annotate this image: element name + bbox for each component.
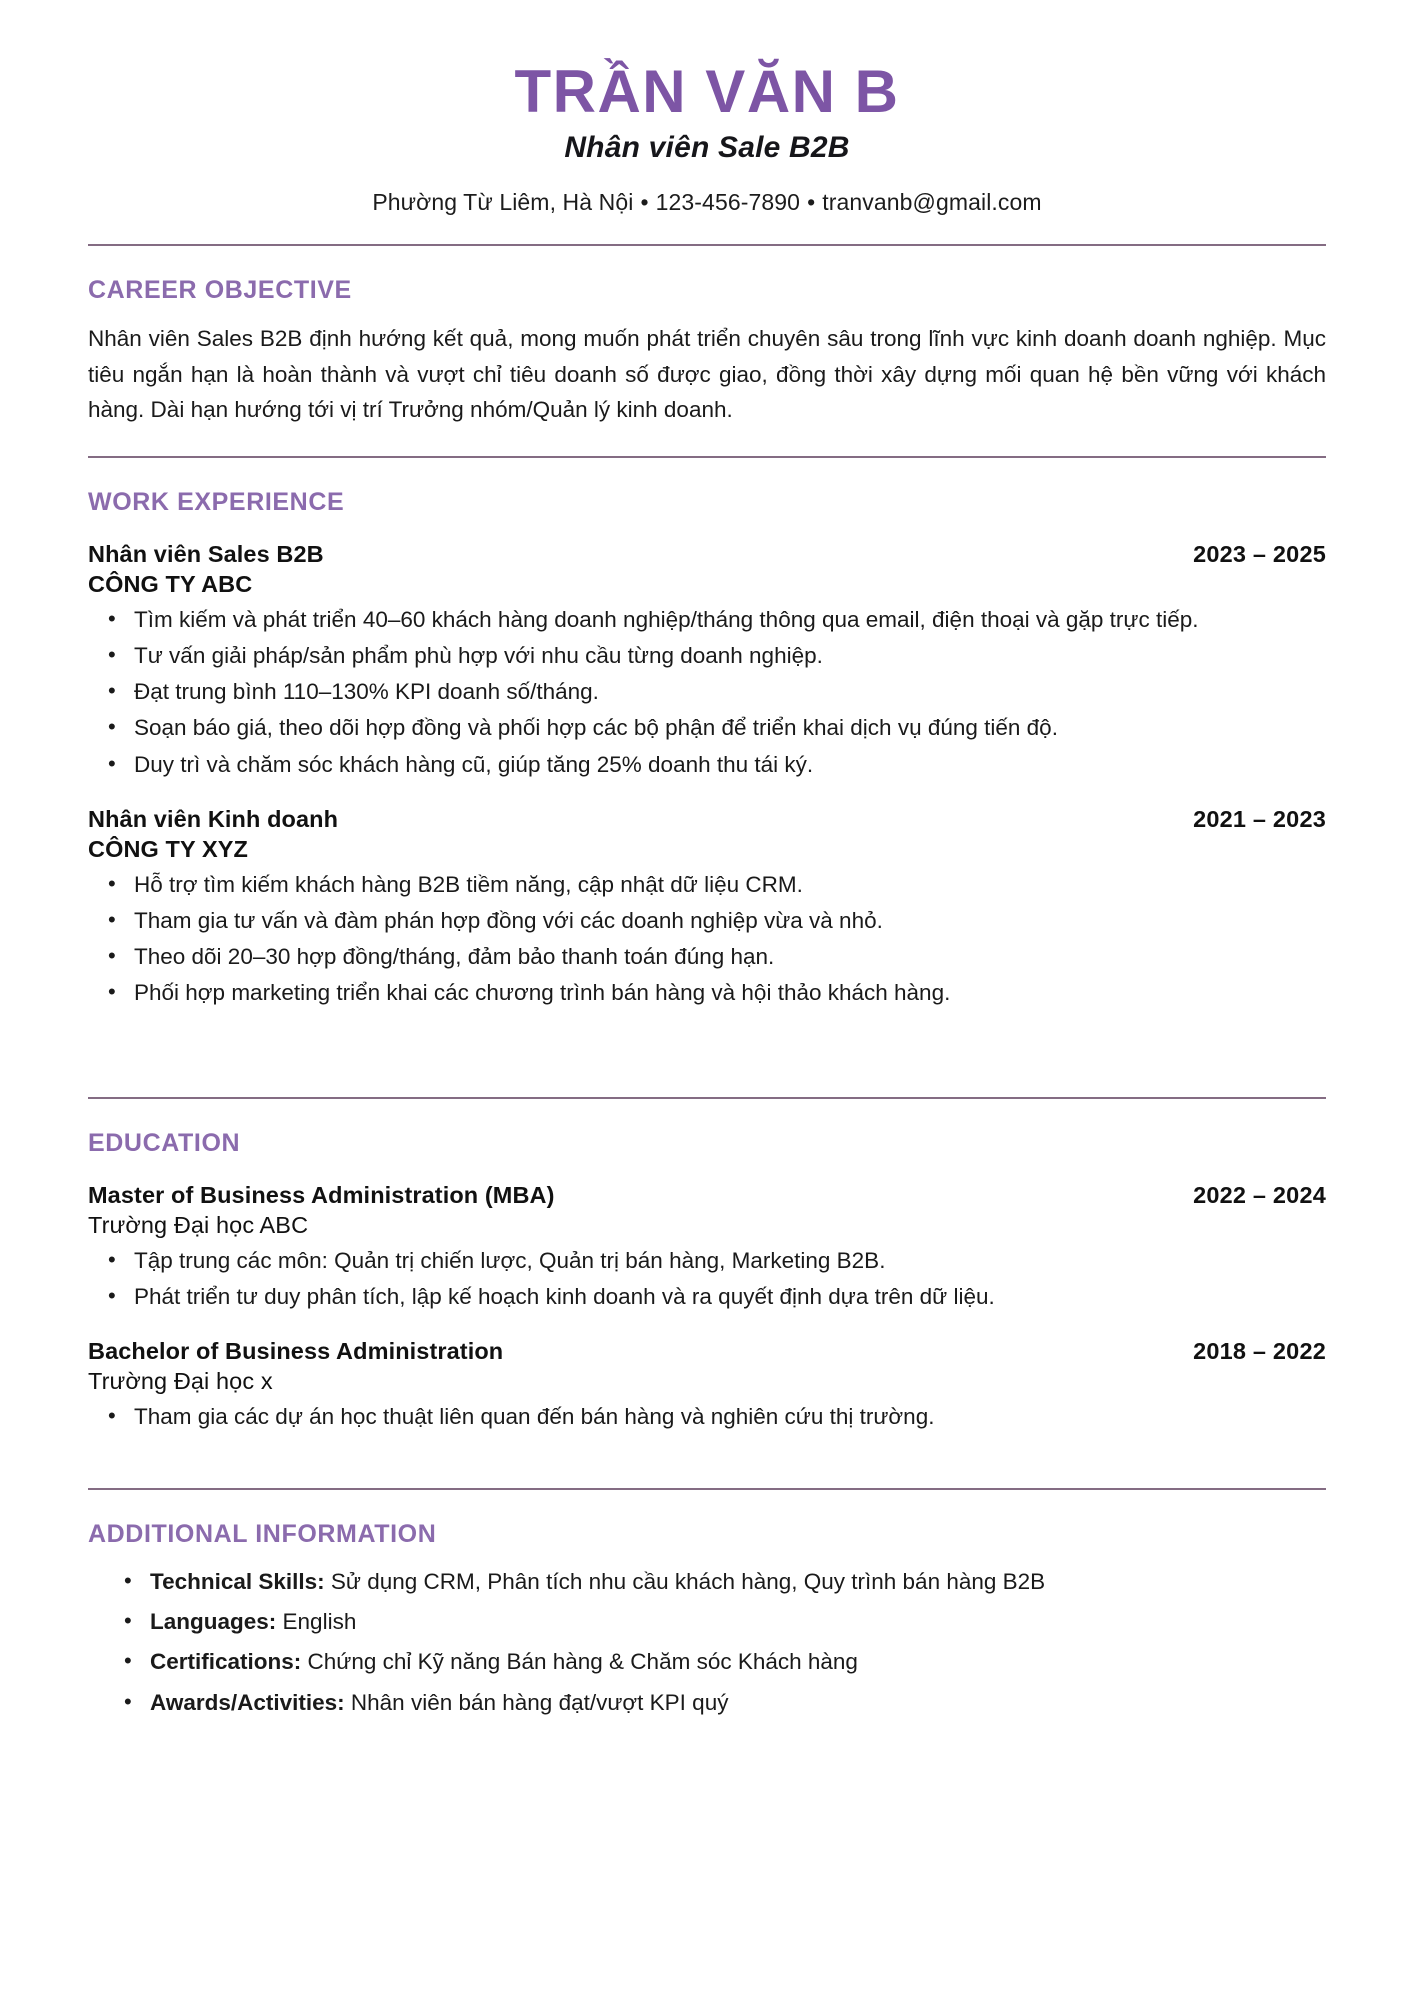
education-entry-school: Trường Đại học x [88, 1367, 273, 1394]
contact-separator-1: • [640, 189, 649, 216]
career-objective-paragraph: Nhân viên Sales B2B định hướng kết quả, mong muốn phát triển chuyên sâu trong lĩnh vực kinh doanh doanh nghiệp. Mục tiêu ngắn hạn là hoàn thành và vượt chỉ tiêu doanh số được giao, đồng thời xây dựng mối quan hệ bền vững với khách hàng. Dài hạn hướng tới vị trí Trưởng nhóm/Quản lý kinh doanh. [88, 326, 1326, 423]
education-entry-bullets [88, 1400, 1326, 1434]
section-career-objective [88, 276, 1326, 428]
section-title-work-experience: WORK EXPERIENCE [88, 487, 345, 516]
item-label: Certifications: [150, 1649, 302, 1675]
work-entry-role: Nhân viên Kinh doanh [88, 805, 339, 832]
education-entry-header [88, 1182, 1326, 1209]
item-value: Sử dụng CRM, Phân tích nhu cầu khách hàng, Quy trình bán hàng B2B [324, 1569, 1046, 1595]
education-entry [88, 1338, 1326, 1434]
divider-before-additional-information [88, 1488, 1326, 1490]
section-additional-information [88, 1520, 1326, 1720]
contact-line [88, 189, 1326, 216]
bullet-item: • Hỗ trợ tìm kiếm khách hàng B2B tiềm năng, cập nhật dữ liệu CRM. [132, 868, 1326, 902]
work-entry-header [88, 806, 1326, 833]
education-entry-degree: Master of Business Administration (MBA) [88, 1181, 555, 1208]
bullet-item: • Soạn báo giá, theo dõi hợp đồng và phối hợp các bộ phận để triển khai dịch vụ đúng tiến độ. [132, 711, 1326, 745]
work-entry-header [88, 541, 1326, 568]
work-entry-dates: 2021 – 2023 [1193, 805, 1326, 832]
work-entry-role: Nhân viên Sales B2B [88, 540, 324, 567]
item-label: Technical Skills: [150, 1569, 325, 1595]
work-entry [88, 806, 1326, 1011]
bullet-item: • Tư vấn giải pháp/sản phẩm phù hợp với nhu cầu từng doanh nghiệp. [132, 639, 1326, 673]
education-entry-dates: 2022 – 2024 [1193, 1181, 1326, 1208]
work-entry-bullets [88, 603, 1326, 782]
section-title-career-objective: CAREER OBJECTIVE [88, 276, 352, 305]
spacer-before-additional [88, 1436, 1326, 1466]
work-entry [88, 541, 1326, 782]
bullet-item: • Tham gia tư vấn và đàm phán hợp đồng với các doanh nghiệp vừa và nhỏ. [132, 904, 1326, 938]
section-education [88, 1129, 1326, 1435]
list-item [148, 1605, 1326, 1639]
divider-after-career-objective [88, 456, 1326, 458]
list-item [148, 1565, 1326, 1599]
bullet-item: • Phối hợp marketing triển khai các chương trình bán hàng và hội thảo khách hàng. [132, 976, 1326, 1010]
section-work-experience [88, 488, 1326, 1011]
spacer-before-education [88, 1013, 1326, 1075]
bullet-item: • Tập trung các môn: Quản trị chiến lược, Quản trị bán hàng, Marketing B2B. [132, 1244, 1326, 1278]
education-entry-header [88, 1338, 1326, 1365]
section-title-additional-information: ADDITIONAL INFORMATION [88, 1520, 437, 1549]
bullet-item: • Tìm kiếm và phát triển 40–60 khách hàng doanh nghiệp/tháng thông qua email, điện thoại và gặp trực tiếp. [132, 603, 1326, 637]
item-label: Awards/Activities: [150, 1689, 345, 1715]
item-label: Languages: [150, 1609, 277, 1635]
education-entry-bullets [88, 1244, 1326, 1314]
list-item [148, 1645, 1326, 1679]
divider-after-header [88, 244, 1326, 246]
section-title-education: EDUCATION [88, 1128, 241, 1157]
list-item [148, 1686, 1326, 1720]
bullet-item: • Phát triển tư duy phân tích, lập kế hoạch kinh doanh và ra quyết định dựa trên dữ liệu. [132, 1280, 1326, 1314]
contact-email[interactable]: tranvanb@gmail.com [822, 189, 1042, 216]
work-entry-dates: 2023 – 2025 [1193, 540, 1326, 567]
additional-information-list [88, 1565, 1326, 1720]
bullet-item: • Tham gia các dự án học thuật liên quan đến bán hàng và nghiên cứu thị trường. [132, 1400, 1326, 1434]
contact-address: Phường Từ Liêm, Hà Nội [372, 189, 634, 216]
bullet-item: • Theo dõi 20–30 hợp đồng/tháng, đảm bảo thanh toán đúng hạn. [132, 940, 1326, 974]
education-entry-dates: 2018 – 2022 [1193, 1337, 1326, 1364]
education-entry [88, 1182, 1326, 1314]
contact-phone: 123-456-7890 [655, 189, 801, 216]
work-entry-organization: CÔNG TY ABC [88, 570, 253, 597]
divider-before-education [88, 1097, 1326, 1099]
work-entry-organization: CÔNG TY XYZ [88, 835, 248, 862]
item-value: Chứng chỉ Kỹ năng Bán hàng & Chăm sóc Khách hàng [301, 1649, 858, 1675]
candidate-name: TRẦN VĂN B [514, 58, 900, 125]
education-entry-degree: Bachelor of Business Administration [88, 1337, 504, 1364]
item-value: Nhân viên bán hàng đạt/vượt KPI quý [344, 1689, 729, 1715]
bullet-item: • Duy trì và chăm sóc khách hàng cũ, giúp tăng 25% doanh thu tái ký. [132, 748, 1326, 782]
bullet-item: • Đạt trung bình 110–130% KPI doanh số/tháng. [132, 675, 1326, 709]
candidate-job-title: Nhân viên Sale B2B [564, 131, 850, 165]
contact-separator-2: • [807, 189, 816, 216]
item-value: English [276, 1609, 357, 1635]
education-entry-school: Trường Đại học ABC [88, 1211, 309, 1238]
resume-header [88, 58, 1326, 216]
work-entry-bullets [88, 868, 1326, 1011]
